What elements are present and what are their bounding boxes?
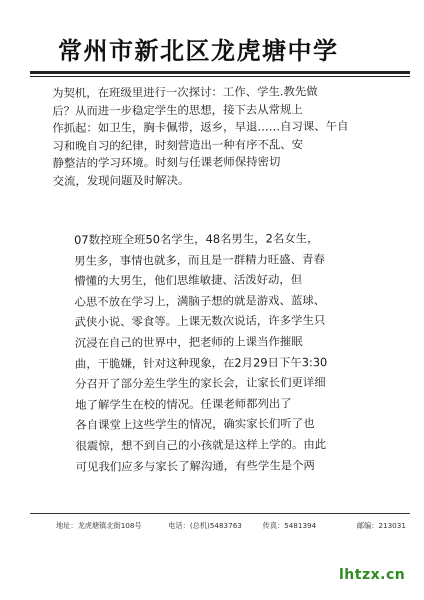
handwritten-paragraph-2 bbox=[52, 228, 410, 478]
footer-address: 地址：龙虎塘镇北街108号 bbox=[56, 521, 142, 530]
handwritten-line: 分召开了部分差生学生的家长会，让家长们更详细 bbox=[75, 375, 326, 391]
footer-rule bbox=[30, 513, 410, 514]
school-letterhead-title: 常州市新北区龙虎塘中学 bbox=[58, 36, 339, 65]
site-watermark: lhtzx.cn bbox=[339, 567, 406, 583]
handwritten-line: 各自课堂上这些学生的情况，确实家长们听了也 bbox=[75, 416, 315, 433]
handwritten-line: 懵懂的大男生，他们思维敏捷、活泼好动，但 bbox=[74, 272, 303, 289]
footer-fax: 传真：5481394 bbox=[262, 521, 317, 530]
handwritten-line: 曲，干脆嫌，针对这种现象，在2月29日下午3:30 bbox=[74, 354, 328, 371]
handwritten-line: 地了解学生在校的情况。任课老师都列出了 bbox=[75, 396, 292, 412]
handwritten-line: 作抓起：如卫生，胸卡佩带，返乡，早退……自习课、午自 bbox=[52, 118, 349, 135]
handwritten-line: 武侠小说、零食等。上课无数次说话，许多学生只 bbox=[74, 313, 326, 330]
handwritten-line: 男生多，事情也就多，而且是一群精力旺盛、青春 bbox=[74, 251, 325, 268]
handwritten-line: 为契机，在班级里进行一次探讨：工作、学生.教先做 bbox=[52, 84, 318, 100]
handwritten-line: 很震惊，想不到自己的小孩就是这样上学的。由此 bbox=[75, 437, 327, 453]
handwritten-line: 交流，发现问题及时解决。 bbox=[52, 172, 190, 188]
letterhead-rule-thin bbox=[30, 76, 410, 77]
footer-postcode: 邮编：213031 bbox=[356, 521, 406, 530]
handwritten-line: 心思不放在学习上，满脑子想的就是游戏、蓝球、 bbox=[74, 292, 326, 309]
handwritten-line: 可见我们应多与家长了解沟通，有些学生是个两 bbox=[75, 457, 315, 474]
handwritten-paragraph-1 bbox=[52, 83, 409, 190]
handwritten-line: 07数控班全班50名学生，48名男生，2名女生， bbox=[74, 231, 319, 247]
handwritten-line: 习和晚自习的纪律，时刻营造出一种有序不乱、安 bbox=[52, 136, 304, 153]
letterhead-footer bbox=[56, 521, 416, 531]
handwritten-line: 静整洁的学习环境。时刻与任课老师保持密切 bbox=[52, 154, 281, 170]
letterhead-rule-thick bbox=[30, 71, 410, 74]
handwritten-line: 沉浸在自己的世界中，把老师的上课当作摧眠 bbox=[74, 334, 303, 350]
footer-telephone: 电话：(总机)5483763 bbox=[168, 521, 242, 530]
handwritten-line: 后？从而进一步稳定学生的思想，接下去从常规上 bbox=[52, 101, 303, 118]
